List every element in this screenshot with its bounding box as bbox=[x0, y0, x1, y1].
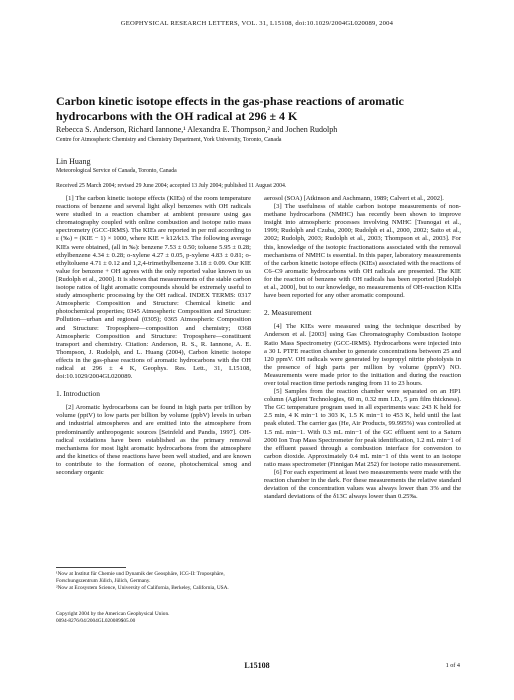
measurement-paragraph-6: [6] For each experiment at least two measurements were made with the reaction chamber in the dark. For these measurements the relative standard deviation of the concentration values was always lower than 3% and the standard deviations of the δ13C always lower than 0.25‰. bbox=[264, 469, 461, 501]
measurement-paragraph-5: [5] Samples from the reaction chamber were separated on an HP1 column (Agilent Technologies, 60 m, 0.32 mm I.D., 5 μm film thickness). The GC temperature program used in all experiments was: 243 K held for 2.5 min, 4 K min−1 to 303 K, 1.5 K min−1 to 453 K, held until the last peak eluted. The carrier gas (He, Air Products, 99.995%) was controlled at 1.5 mL min−1. With 0.3 mL min−1 of the GC effluent sent to a Saturn 2000 Ion Trap Mass Spectrometer for peak identification, 1.2 mL min−1 of the effluent passed through a combustion interface for conversion to carbon dioxide. Approximately 0.4 mL min−1 of this went to an isotope ratio mass spectrometer (Finnigan Mat 252) for isotope ratio measurement. bbox=[264, 388, 461, 468]
author-huang: Lin Huang bbox=[56, 157, 91, 166]
page-id: L15108 bbox=[244, 661, 270, 670]
intro-continuation: aerosol (SOA) [Atkinson and Aschmann, 1989; Calvert et al., 2002]. bbox=[264, 195, 444, 202]
section-heading-introduction: 1. Introduction bbox=[56, 389, 100, 399]
footnotes bbox=[56, 571, 251, 591]
footnote-2: ²Now at Ecosystem Science, University of California, Berkeley, California, USA. bbox=[56, 584, 229, 591]
intro-paragraph: [2] Aromatic hydrocarbons can be found in high parts per trillion by volume (pptV) to low parts per billion by volume (ppbV) levels in urban and industrial atmospheres and are emitted into the atmosphere from predominantly anthropogenic sources [Seinfeld and Pandis, 1997]. OH-radical oxidations have been established as the primary removal mechanisms for most light aromatic hydrocarbons from the atmosphere and the kinetics of these reactions have been well studied, and are known to contribute to the formation of ozone, photochemical smog and secondary organic bbox=[56, 404, 251, 476]
right-column bbox=[264, 195, 461, 501]
footnote-divider bbox=[56, 567, 126, 568]
section-heading-measurement: 2. Measurement bbox=[264, 308, 312, 318]
measurement-paragraph-4: [4] The KIEs were measured using the technique described by Anderson et al. [2003] using Gas Chromatography Combustion Isotope Ratio Mass Spectrometry (GCC-IRMS). Hydrocarbons were injected into a 30 L PTFE reaction chamber to generate concentrations between 25 and 120 ppmV. OH radicals were generated by isopropyl nitrite photolysis in the presence of high parts per million by volume (ppmV) NO. Measurements were made prior to the initiation and during the reaction over total reaction time periods ranging from 11 to 23 hours. bbox=[264, 323, 461, 387]
isotope-paragraph: [3] The usefulness of stable carbon isotope measurements of non-methane hydrocarbons (NMHC) has recently been shown to improve insight into atmospheric processes involving NMHC [Tsunogai et al., 1999; Rudolph and Czuba, 2000; Rudolph et al., 2000, 2002; Saito et al., 2002; Rudolph, 2003; Rudolph et al., 2003; Thompson et al., 2003]. For this, knowledge of the isotopic fractionations associated with the removal mechanisms of NMHC is essential. In this paper, laboratory measurements of the carbon kinetic isotope effects (KIEs) associated with the reactions of C6–C9 aromatic hydrocarbons with OH radicals are presented. The KIE for the reaction of benzene with OH radicals has been reported [Rudolph et al., 2000], but to our knowledge, no measurements of OH-reaction KIEs have been reported for any other aromatic compound. bbox=[264, 203, 461, 300]
footnote-1: ¹Now at Institut für Chemie und Dynamik der Geosphäre, ICG-II: Troposphäre, Forschungszentrum Jülich, Jülich, Germany. bbox=[56, 571, 225, 584]
abstract-paragraph: [1] The carbon kinetic isotope effects (KIEs) of the room temperature reactions of benzene and several light alkyl benzenes with OH radicals were studied in a reaction chamber at ambient pressure using gas chromatography coupled with online combustion and isotope ratio mass spectrometry (GCC-IRMS). The KIEs are reported in per mil according to ε (‰) = (KIE − 1) × 1000, where KIE = k12/k13. The following average KIEs were obtained, (all in ‰): benzene 7.53 ± 0.50; toluene 5.95 ± 0.28; ethylbenzene 4.34 ± 0.28; o-xylene 4.27 ± 0.05, p-xylene 4.83 ± 0.81; o-ethyltoluene 4.71 ± 0.12 and 1,2,4-trimethylbenzene 3.18 ± 0.09. Our KIE value for benzene + OH agrees with the only reported value known to us [Rudolph et al., 2000]. It is shown that measurements of the stable carbon isotope ratios of light aromatic compounds should be extremely useful to study atmospheric processing by the OH radical. INDEX TERMS: 0317 Atmospheric Composition and Structure: Chemical kinetic and photochemical properties; 0345 Atmospheric Composition and Structure: Pollution—urban and regional (0305); 0365 Atmospheric Composition and Structure: Troposphere—composition and chemistry; 0368 Atmospheric Composition and Structure: Troposphere—constituent transport and chemistry. Citation: Anderson, R. S., R. Iannone, A. E. Thompson, J. Rudolph, and L. Huang (2004), Carbon kinetic isotope effects in the gas-phase reactions of aromatic hydrocarbons with the OH radical at 296 ± 4 K, Geophys. Res. Lett., 31, L15108, doi:10.1029/2004GL020089. bbox=[56, 195, 251, 381]
received-dates: Received 25 March 2004; revised 29 June 2004; accepted 13 July 2004; published 11 August 2004. bbox=[56, 183, 287, 189]
copyright-notice: Copyright 2004 by the American Geophysical Union. bbox=[56, 611, 170, 617]
affiliation-msc: Meteorological Service of Canada, Toronto, Canada bbox=[56, 168, 177, 174]
running-head: GEOPHYSICAL RESEARCH LETTERS, VOL. 31, L15108, doi:10.1029/2004GL020089, 2004 bbox=[120, 20, 394, 27]
article-code: 0094-8276/04/2004GL020089$05.00 bbox=[56, 617, 136, 624]
article-title: Carbon kinetic isotope effects in the gas-phase reactions of aromatic hydrocarbons with the OH radical at 296 ± 4 K bbox=[56, 94, 404, 123]
page-count: 1 of 4 bbox=[445, 662, 460, 669]
copyright-block bbox=[56, 611, 251, 625]
affiliation-york: Centre for Atmospheric Chemistry and Chemistry Department, York University, Toronto, Canada bbox=[56, 137, 282, 143]
left-column bbox=[56, 195, 251, 477]
author-list: Rebecca S. Anderson, Richard Iannone,¹ Alexandra E. Thompson,² and Jochen Rudolph bbox=[56, 125, 338, 134]
